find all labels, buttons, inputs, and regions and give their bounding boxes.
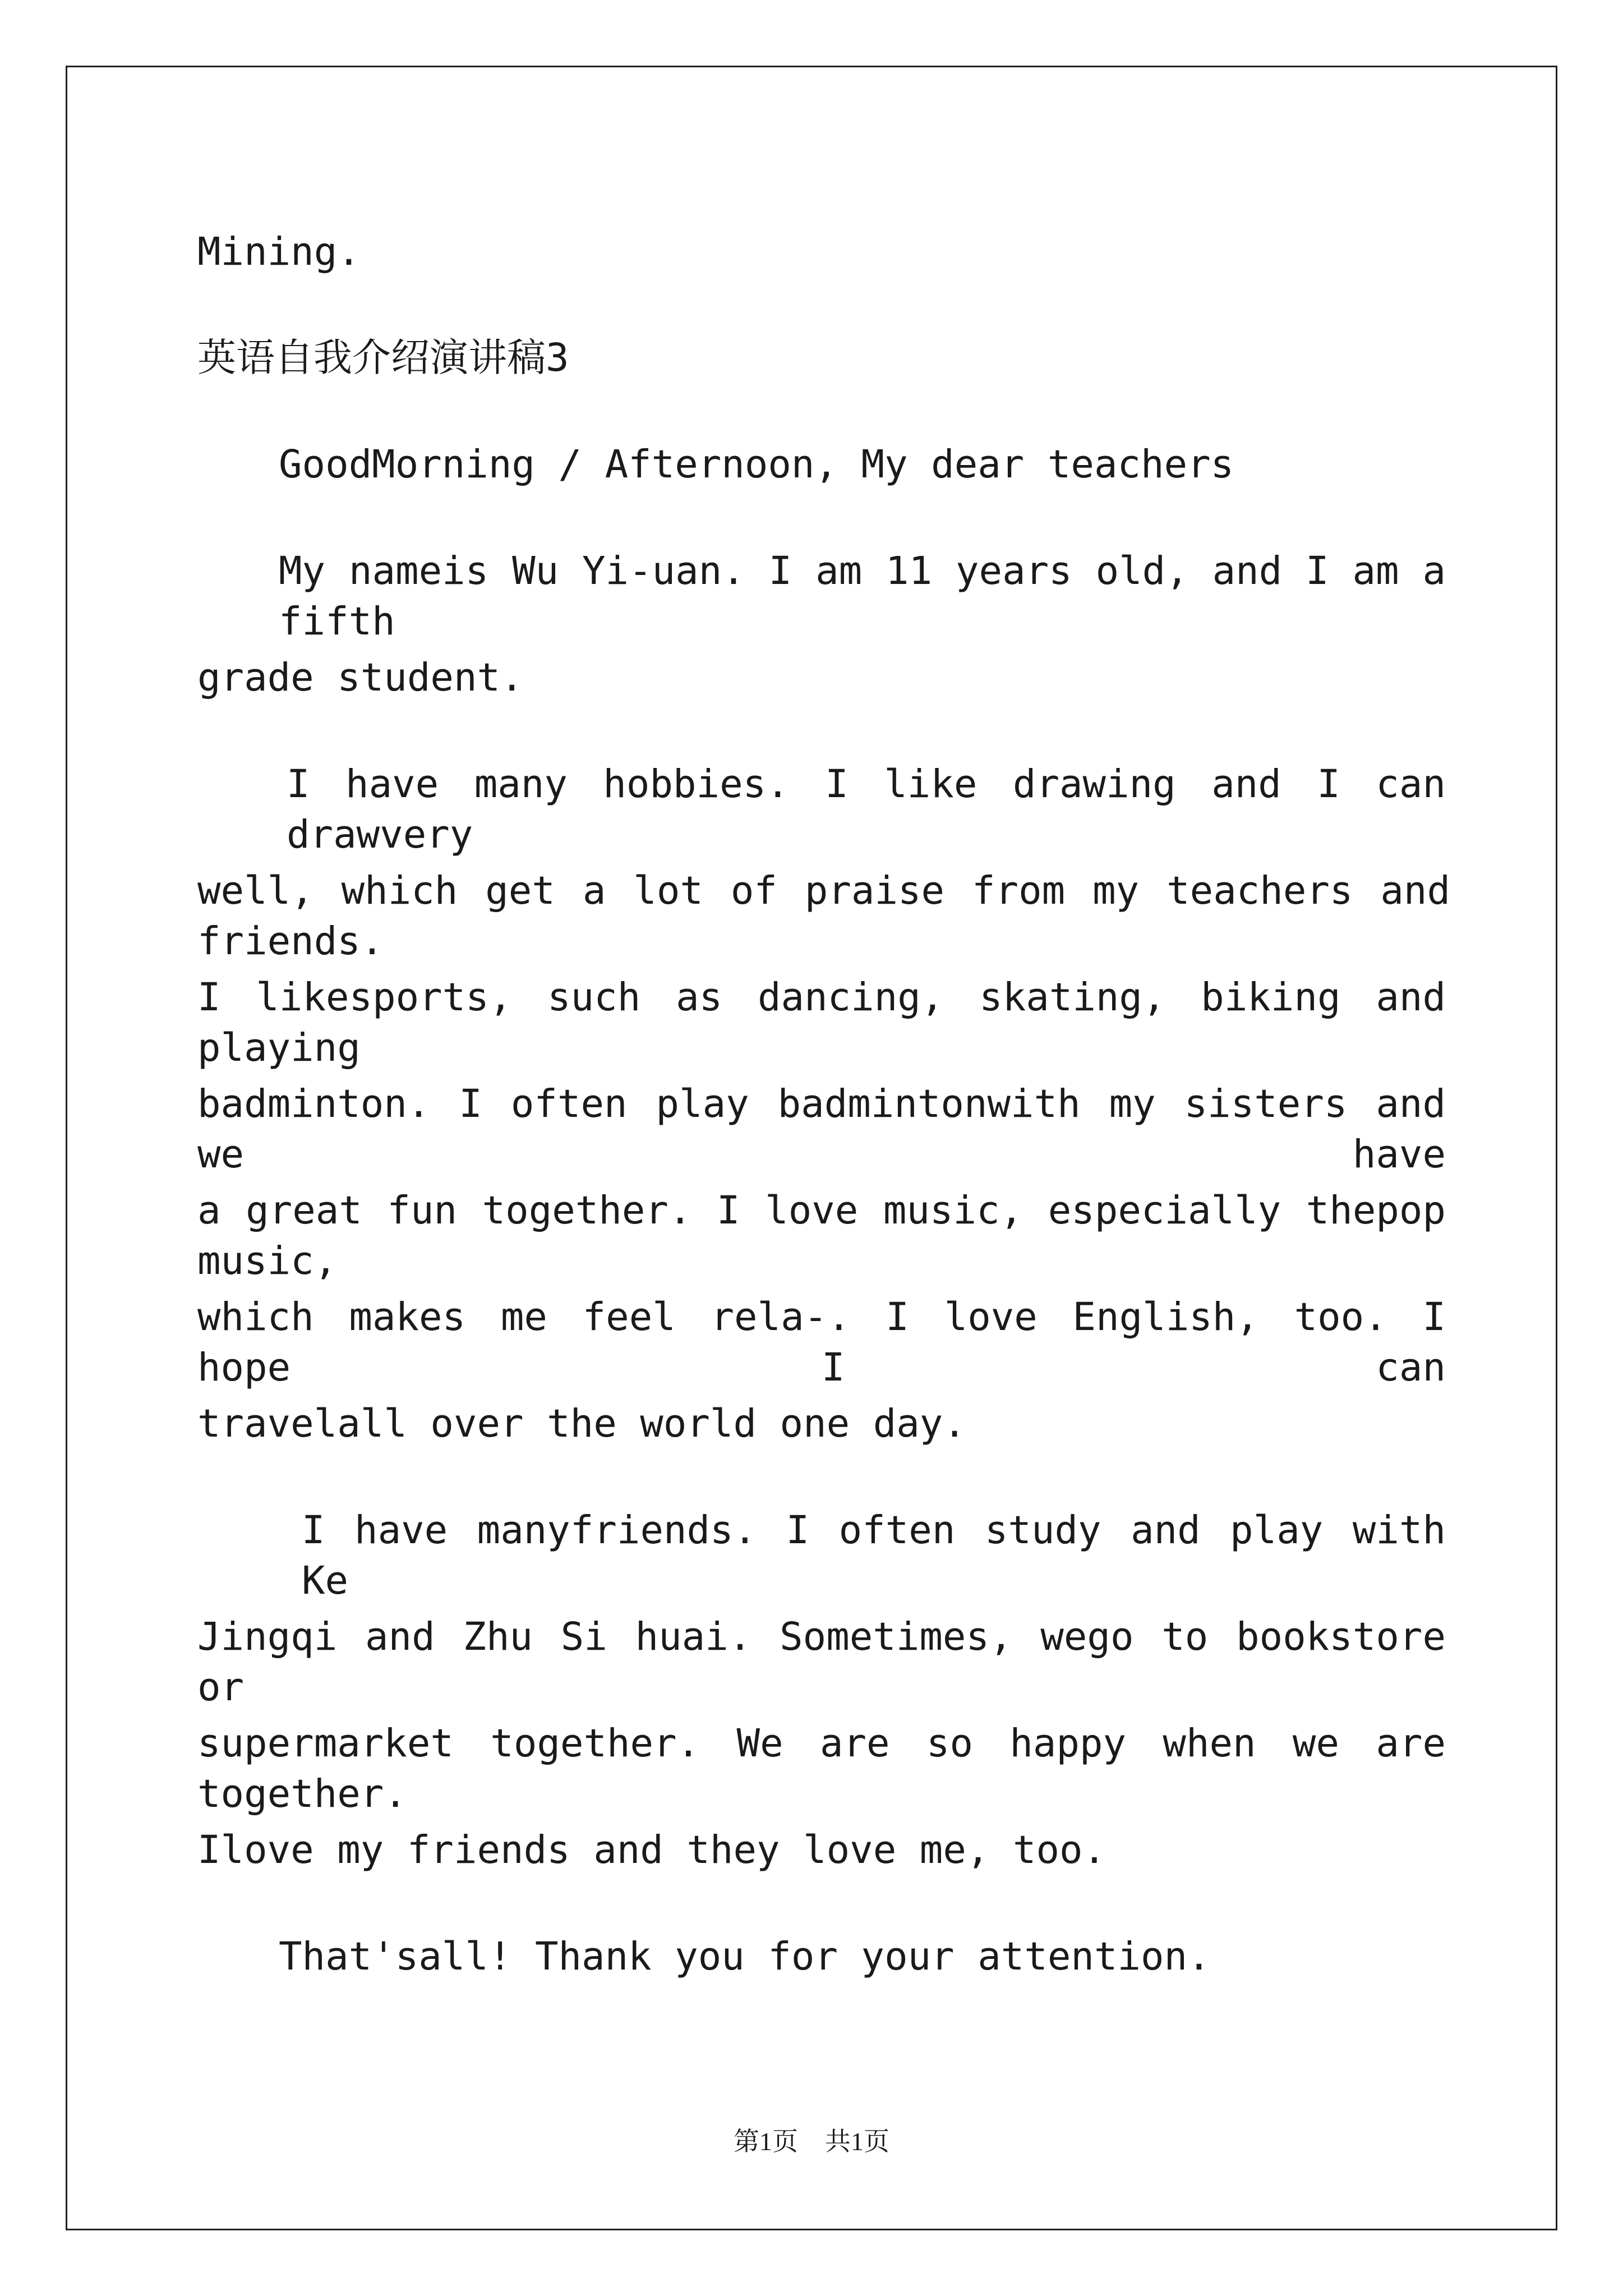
paragraph-line: I have manyfriends. I often study and play with Ke [302,1508,1446,1603]
paragraph-line: I have many hobbies. I like drawing and I can drawvery [287,762,1446,857]
paragraph-line: grade student. [197,655,524,700]
paragraph-line: supermarket together. We are so happy when we are together. [197,1721,1446,1816]
page-number-total: 共1页 [825,2127,889,2156]
paragraph-line: Jingqi and Zhu Si huai. Sometimes, wego to bookstore or [197,1614,1446,1710]
paragraph-line: I likesports, such as dancing, skating, biking and playing [197,975,1446,1070]
paragraph-line: Ilove my friends and they love me, too. [197,1828,1106,1872]
paragraph-line: well, which get a lot of praise from my teachers and friends. [197,868,1450,964]
page-footer [0,2125,1623,2159]
paragraph-line: My nameis Wu Yi-uan. I am 11 years old, and I am a fifth [279,549,1446,644]
paragraph-line: which makes me feel rela-. I love English, too. I hope I can [197,1295,1446,1390]
greeting-line: GoodMorning / Afternoon, My dear teachers [279,442,1234,487]
text-line-continuation: Mining. [197,229,361,274]
paragraph-line: travelall over the world one day. [197,1401,966,1446]
paragraph-line: badminton. I often play badmintonwith my sisters and we have [197,1082,1446,1177]
page-number-current: 第1页 [734,2127,798,2156]
closing-line: That'sall! Thank you for your attention. [279,1934,1211,1979]
section-heading: 英语自我介绍演讲稿3 [197,335,569,380]
paragraph-line: a great fun together. I love music, especially thepop music, [197,1188,1446,1283]
